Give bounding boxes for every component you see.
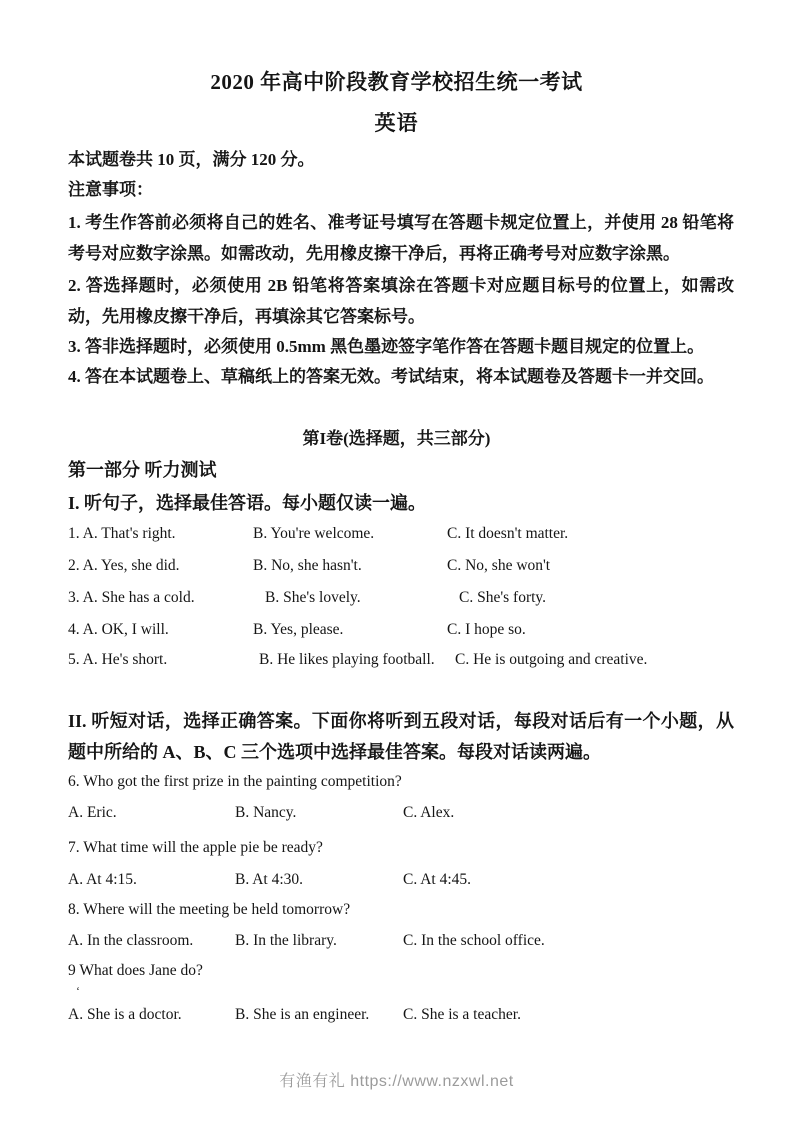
part-header: 第一部分 听力测试 [68, 460, 217, 480]
notices-heading: 注意事项： [68, 180, 153, 199]
question-9-text: 9 What does Jane do? [68, 962, 203, 979]
q7-option-a: A. At 4:15. [68, 871, 137, 888]
notice-item-4: 4. 答在本试题卷上、草稿纸上的答案无效。考试结束，将本试题卷及答题卡一并交回。 [68, 367, 714, 386]
exam-title: 2020 年高中阶段教育学校招生统一考试 [210, 70, 583, 94]
question-row-5 [68, 650, 734, 670]
q6-option-b: B. Nancy. [235, 804, 297, 821]
q3-option-c: C. She's forty. [459, 589, 547, 606]
q2-option-a: 2. A. Yes, she did. [68, 557, 180, 574]
question-row-4 [68, 620, 734, 640]
q6-option-c: C. Alex. [403, 804, 455, 821]
q4-option-c: C. I hope so. [447, 621, 526, 638]
task1-instruction: I. 听句子，选择最佳答语。每小题仅读一遍。 [68, 493, 427, 513]
q5-option-c: C. He is outgoing and creative. [455, 651, 648, 668]
q8-option-c: C. In the school office. [403, 932, 545, 949]
question-6-options [68, 803, 734, 823]
volume-header: 第I卷(选择题，共三部分) [302, 429, 491, 448]
question-7-text: 7. What time will the apple pie be ready? [68, 839, 323, 856]
q3-option-b: B. She's lovely. [265, 589, 361, 606]
q1-option-b: B. You're welcome. [253, 525, 375, 542]
q8-option-b: B. In the library. [235, 932, 337, 949]
q3-option-a: 3. A. She has a cold. [68, 589, 195, 606]
stray-mark: ʻ [76, 984, 80, 998]
task2-instruction: II. 听短对话，选择正确答案。下面你将听到五段对话，每段对话后有一个小题，从题中所给的 A、B、C 三个选项中选择最佳答案。每段对话读两遍。 [68, 711, 734, 762]
footer-watermark: 有渔有礼 https://www.nzxwl.net [279, 1073, 514, 1090]
question-6-text: 6. Who got the first prize in the painting competition? [68, 773, 402, 790]
q1-option-c: C. It doesn't matter. [447, 525, 569, 542]
question-8-text: 8. Where will the meeting be held tomorrow? [68, 901, 351, 918]
notice-item-1: 1. 考生作答前必须将自己的姓名、准考证号填写在答题卡规定位置上，并使用 28 铅笔将考号对应数字涂黑。如需改动，先用橡皮擦干净后，再将正确考号对应数字涂黑。 [68, 213, 734, 263]
q9-option-c: C. She is a teacher. [403, 1006, 521, 1023]
q4-option-b: B. Yes, please. [253, 621, 344, 638]
q8-option-a: A. In the classroom. [68, 932, 194, 949]
question-9-options [68, 1005, 734, 1025]
question-8-options [68, 931, 734, 951]
q2-option-b: B. No, she hasn't. [253, 557, 362, 574]
q5-option-b: B. He likes playing football. [259, 651, 435, 668]
q1-option-a: 1. A. That's right. [68, 525, 176, 542]
q7-option-c: C. At 4:45. [403, 871, 472, 888]
notice-item-2: 2. 答选择题时，必须使用 2B 铅笔将答案填涂在答题卡对应题目标号的位置上，如需改动，先用橡皮擦干净后，再填涂其它答案标号。 [68, 276, 734, 326]
q9-option-b: B. She is an engineer. [235, 1006, 370, 1023]
notice-item-3: 3. 答非选择题时，必须使用 0.5mm 黑色墨迹签字笔作答在答题卡题目规定的位置上。 [68, 337, 705, 356]
question-row-2 [68, 556, 734, 576]
question-row-1 [68, 524, 734, 544]
q9-option-a: A. She is a doctor. [68, 1006, 182, 1023]
paper-info: 本试题卷共 10 页，满分 120 分。 [68, 150, 315, 169]
question-7-options [68, 870, 734, 890]
question-row-3 [68, 588, 734, 608]
exam-subject-title: 英语 [374, 111, 419, 135]
q6-option-a: A. Eric. [68, 804, 117, 821]
q5-option-a: 5. A. He's short. [68, 651, 168, 668]
q7-option-b: B. At 4:30. [235, 871, 304, 888]
q2-option-c: C. No, she won't [447, 557, 551, 574]
q4-option-a: 4. A. OK, I will. [68, 621, 169, 638]
